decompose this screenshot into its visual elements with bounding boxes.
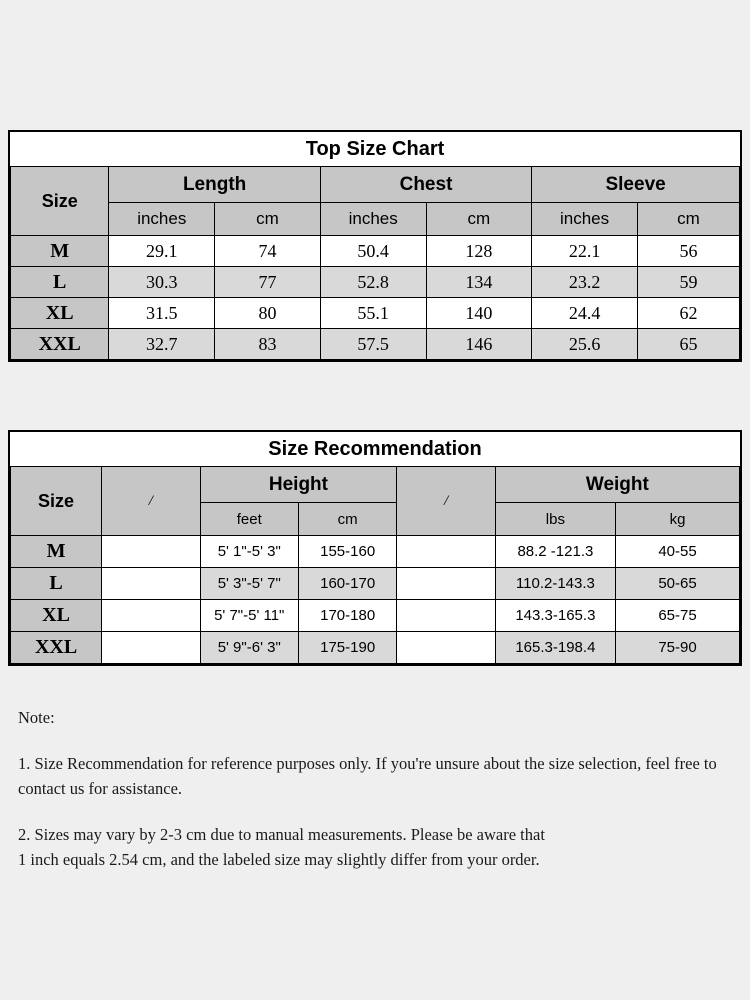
cell-height-cm: 160-170 — [298, 568, 396, 600]
table-title-row — [11, 432, 740, 467]
column-header-size: Size — [11, 167, 109, 236]
column-header-height: Height — [200, 467, 397, 503]
cell-empty-left — [102, 536, 200, 568]
column-header-slash-right: / — [397, 467, 495, 536]
cell-weight-lbs: 110.2-143.3 — [495, 568, 615, 600]
cell-chest-cm: 140 — [426, 298, 532, 329]
unit-header-sleeve-inches: inches — [532, 203, 638, 236]
cell-length-inches: 30.3 — [109, 267, 215, 298]
cell-empty-left — [102, 632, 200, 664]
table-row — [11, 329, 740, 360]
unit-header-length-inches: inches — [109, 203, 215, 236]
cell-chest-cm: 146 — [426, 329, 532, 360]
unit-header-weight-lbs: lbs — [495, 503, 615, 536]
unit-header-weight-kg: kg — [616, 503, 740, 536]
section-title: Size Recommendation — [11, 432, 740, 467]
column-header-sleeve: Sleeve — [532, 167, 740, 203]
cell-empty-right — [397, 536, 495, 568]
table-row — [11, 632, 740, 664]
cell-height-feet: 5' 9"-6' 3" — [200, 632, 298, 664]
cell-length-cm: 74 — [215, 236, 321, 267]
cell-length-inches: 29.1 — [109, 236, 215, 267]
column-header-size: Size — [11, 467, 102, 536]
note-item-2-line-1: 2. Sizes may vary by 2-3 cm due to manual measurements. Please be aware that — [18, 824, 545, 844]
unit-header-height-cm: cm — [298, 503, 396, 536]
unit-header-chest-inches: inches — [320, 203, 426, 236]
cell-chest-inches: 57.5 — [320, 329, 426, 360]
column-header-chest: Chest — [320, 167, 531, 203]
row-size-label: XXL — [11, 329, 109, 360]
size-recommendation-chart — [10, 432, 740, 664]
row-size-label: L — [11, 568, 102, 600]
column-header-length: Length — [109, 167, 320, 203]
cell-height-feet: 5' 3"-5' 7" — [200, 568, 298, 600]
unit-header-sleeve-cm: cm — [637, 203, 739, 236]
cell-height-feet: 5' 7"-5' 11" — [200, 600, 298, 632]
cell-height-cm: 175-190 — [298, 632, 396, 664]
cell-sleeve-inches: 22.1 — [532, 236, 638, 267]
cell-length-inches: 32.7 — [109, 329, 215, 360]
table-row — [11, 568, 740, 600]
unit-header-length-cm: cm — [215, 203, 321, 236]
note-item-2-line-2: 1 inch equals 2.54 cm, and the labeled size may slightly differ from your order. — [18, 850, 540, 870]
notes-section — [18, 705, 734, 893]
table-row — [11, 298, 740, 329]
table-group-header-row — [11, 167, 740, 203]
cell-height-cm: 170-180 — [298, 600, 396, 632]
cell-empty-right — [397, 632, 495, 664]
cell-chest-cm: 128 — [426, 236, 532, 267]
cell-weight-lbs: 143.3-165.3 — [495, 600, 615, 632]
table-row — [11, 536, 740, 568]
column-header-weight: Weight — [495, 467, 739, 503]
table-group-header-row — [11, 467, 740, 503]
row-size-label: XL — [11, 298, 109, 329]
page-title: Top Size Chart — [11, 132, 740, 167]
cell-length-cm: 80 — [215, 298, 321, 329]
top-size-chart — [10, 132, 740, 360]
cell-empty-right — [397, 600, 495, 632]
column-header-slash-left: / — [102, 467, 200, 536]
top-size-chart-table — [8, 130, 742, 362]
row-size-label: XL — [11, 600, 102, 632]
cell-sleeve-inches: 23.2 — [532, 267, 638, 298]
cell-empty-left — [102, 568, 200, 600]
cell-chest-inches: 55.1 — [320, 298, 426, 329]
row-size-label: L — [11, 267, 109, 298]
cell-weight-kg: 75-90 — [616, 632, 740, 664]
note-item-1: 1. Size Recommendation for reference purposes only. If you're unsure about the size selection, feel free to contact us for assistance. — [18, 753, 717, 799]
row-size-label: M — [11, 536, 102, 568]
cell-chest-cm: 134 — [426, 267, 532, 298]
row-size-label: XXL — [11, 632, 102, 664]
table-title-row — [11, 132, 740, 167]
table-unit-header-row — [11, 203, 740, 236]
cell-empty-right — [397, 568, 495, 600]
cell-weight-lbs: 165.3-198.4 — [495, 632, 615, 664]
cell-weight-kg: 40-55 — [616, 536, 740, 568]
cell-sleeve-inches: 24.4 — [532, 298, 638, 329]
cell-chest-inches: 52.8 — [320, 267, 426, 298]
cell-length-inches: 31.5 — [109, 298, 215, 329]
notes-heading: Note: — [18, 708, 55, 727]
cell-empty-left — [102, 600, 200, 632]
row-size-label: M — [11, 236, 109, 267]
size-recommendation-table — [8, 430, 742, 666]
cell-length-cm: 77 — [215, 267, 321, 298]
cell-sleeve-inches: 25.6 — [532, 329, 638, 360]
cell-height-feet: 5' 1"-5' 3" — [200, 536, 298, 568]
cell-weight-kg: 50-65 — [616, 568, 740, 600]
cell-weight-lbs: 88.2 -121.3 — [495, 536, 615, 568]
cell-sleeve-cm: 65 — [637, 329, 739, 360]
unit-header-chest-cm: cm — [426, 203, 532, 236]
unit-header-height-feet: feet — [200, 503, 298, 536]
table-row — [11, 267, 740, 298]
cell-sleeve-cm: 56 — [637, 236, 739, 267]
table-row — [11, 236, 740, 267]
cell-sleeve-cm: 59 — [637, 267, 739, 298]
cell-length-cm: 83 — [215, 329, 321, 360]
table-row — [11, 600, 740, 632]
cell-chest-inches: 50.4 — [320, 236, 426, 267]
cell-sleeve-cm: 62 — [637, 298, 739, 329]
cell-height-cm: 155-160 — [298, 536, 396, 568]
cell-weight-kg: 65-75 — [616, 600, 740, 632]
